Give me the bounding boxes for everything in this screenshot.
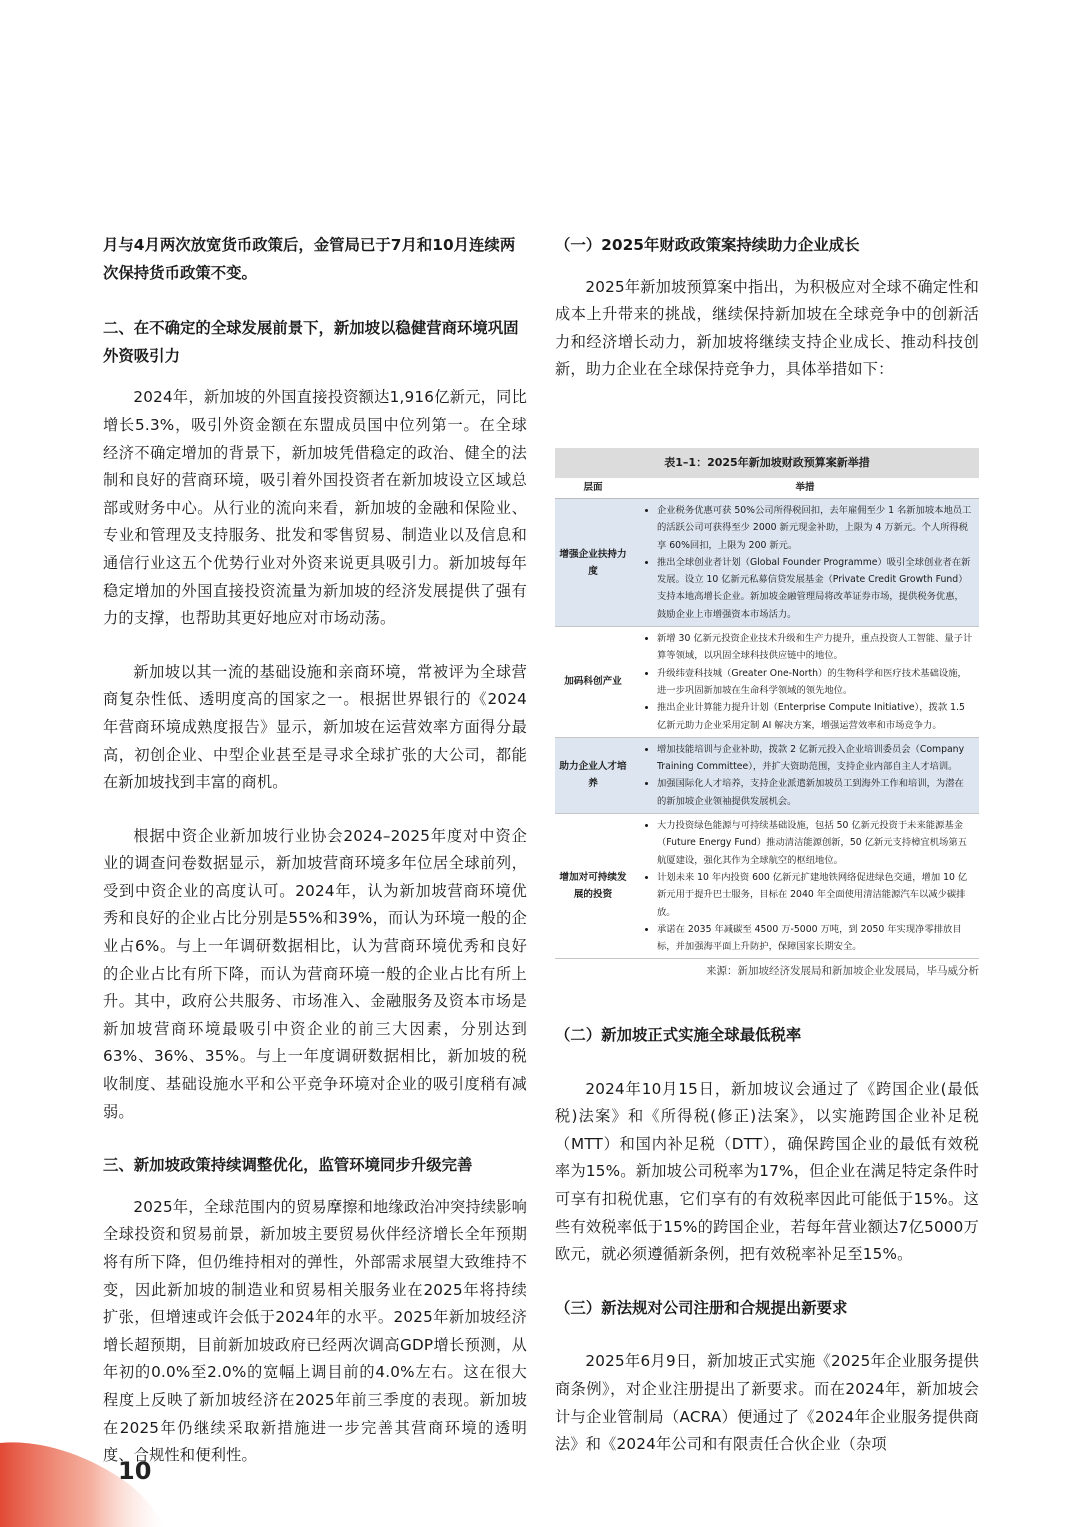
page-number: 10 [118, 1457, 152, 1485]
section-heading-3: 三、新加坡政策持续调整优化，监管环境同步升级完善 [103, 1156, 473, 1175]
measure-item: • 承诺在 2035 年减碳至 4500 万-5000 万吨，到 2050 年实现净零排放目标，并加强海平面上升防护，保障国家长期安全。 [657, 921, 973, 956]
subsection-heading-1: （一）2025年财政政策案持续助力企业成长 [555, 236, 860, 254]
table-source: 来源：新加坡经济发展局和新加坡企业发展局，毕马威分析 [706, 965, 979, 978]
measure-item: • 大力投资绿色能源与可持续基础设施，包括 50 亿新元投资于未来能源基金（Future Energy Fund）推动清洁能源创新，50 亿新元支持樟宜机场第五航厦建设，强化其作为全球航空的枢纽地位。 [657, 817, 973, 869]
table-header [555, 478, 979, 499]
measure-item: • 增加技能培训与企业补助，拨款 2 亿新元投入企业培训委员会（Company Training Committee），并扩大资助范围，支持企业内部自主人才培训。 [657, 741, 973, 776]
subsection-heading-2: （二）新加坡正式实施全球最低税率 [555, 1026, 802, 1044]
subsection-heading-3: （三）新法规对公司注册和合规提出新要求 [555, 1298, 848, 1317]
right-column-top [555, 232, 979, 384]
table-row [555, 627, 979, 738]
row-label: 加码科创产业 [564, 676, 622, 688]
paragraph-outlook: 2025年，全球范围内的贸易摩擦和地缘政治冲突持续影响全球投资和贸易前景，新加坡主要贸易伙伴经济增长全年预期将有所下降，但仍维持相对的弹性，外部需求展望大致维持不变，因此新加坡的制造业和贸易相关服务业在2025年将持续扩张，但增速或许会低于2024年的水平。2025年新加坡经济增长超预期，目前新加坡政府已经两次调高GDP增长预测，从年初的0.0%至2.0%的宽幅上调目前的4.0%左右。这在很大程度上反映了新加坡经济在2025年前三季度的表现。新加坡在2025年仍继续采取新措施进一步完善其营商环境的透明度、合规性和便利性。 [103, 1197, 527, 1465]
paragraph-infrastructure: 新加坡以其一流的基础设施和亲商环境，常被评为全球营商复杂性低、透明度高的国家之一。根据世界银行的《2024年营商环境成熟度报告》显示，新加坡在运营效率方面得分最高，初创企业、中型企业甚至是寻求全球扩张的大公司，都能在新加坡找到丰富的商机。 [103, 662, 527, 792]
column-header-level: 层面 [583, 482, 603, 493]
row-label: 增强企业扶持力度 [559, 548, 627, 577]
table-row [555, 499, 979, 627]
measure-item: • 计划未来 10 年内投资 600 亿新元扩建地铁网络促进绿色交通，增加 10 亿新元用于提升巴士服务，目标在 2040 年全面使用清洁能源汽车以减少碳排放。 [657, 869, 973, 921]
measure-item: • 加强国际化人才培养，支持企业派遣新加坡员工到海外工作和培训，为潜在的新加坡企业领袖提供发展机会。 [657, 775, 973, 810]
measure-item: • 升级纬壹科技城（Greater One-North）的生物科学和医疗技术基础设施，进一步巩固新加坡在生命科学领域的领先地位。 [657, 665, 973, 700]
continued-paragraph: 月与4月两次放宽货币政策后，金管局已于7月和10月连续两次保持货币政策不变。 [103, 236, 516, 282]
right-column-bottom [555, 1022, 979, 1459]
paragraph-budget: 2025年新加坡预算案中指出，为积极应对全球不确定性和成本上升带来的挑战，继续保持新加坡在全球竞争中的创新活力和经济增长动力，新加坡将继续支持企业成长、推动科技创新，助力企业在全球保持竞争力，具体举措如下： [555, 277, 979, 379]
table-row [555, 814, 979, 959]
paragraph-fdi: 2024年，新加坡的外国直接投资额达1,916亿新元，同比增长5.3%，吸引外资金额在东盟成员国中位列第一。在全球经济不确定增加的背景下，新加坡凭借稳定的政治、健全的法制和良好的营商环境，吸引着外国投资者在新加坡设立区域总部或财务中心。从行业的流向来看，新加坡的金融和保险业、专业和管理及支持服务、批发和零售贸易、制造业以及信息和通信行业这五个优势行业对外资来说更具吸引力。新加坡每年稳定增加的外国直接投资流量为新加坡的经济发展提供了强有力的支撑，也帮助其更好地应对市场动荡。 [103, 388, 527, 628]
measure-item: • 企业税务优惠可获 50%公司所得税回扣，去年雇佣至少 1 名新加坡本地员工的活跃公司可获得至少 2000 新元现金补助，上限为 4 万新元。个人所得税享 60%回扣，上限为 200 新元。 [657, 502, 973, 554]
paragraph-survey: 根据中资企业新加坡行业协会2024–2025年度对中资企业的调查问卷数据显示，新加坡营商环境多年位居全球前列，受到中资企业的高度认可。2024年，认为新加坡营商环境优秀和良好的企业占比分别是55%和39%，而认为环境一般的企业占6%。与上一年调研数据相比，认为营商环境优秀和良好的企业占比有所下降，而认为营商环境一般的企业占比有所上升。其中，政府公共服务、市场准入、金融服务及资本市场是新加坡营商环境最吸引中资企业的前三大因素，分别达到63%、36%、35%。与上一年度调研数据相比，新加坡的税收制度、基础设施水平和公平竞争环境对企业的吸引度稍有减弱。 [103, 826, 527, 1121]
measure-item: • 推出全球创业者计划（Global Founder Programme）吸引全球创业者在新发展。设立 10 亿新元私募信贷发展基金（Private Credit Growth Fund）支持本地高增长企业。新加坡金融管理局将改革证券市场，提供税务优惠，鼓励企业上市增强资本市场活力。 [657, 554, 973, 623]
measure-item: • 推出企业计算能力提升计划（Enterprise Compute Initiative），拨款 1.5 亿新元助力企业采用定制 AI 解决方案，增强运营效率和市场竞争力。 [657, 699, 973, 734]
budget-measures-table [555, 448, 979, 978]
section-heading-2: 二、在不确定的全球发展前景下，新加坡以稳健营商环境巩固外资吸引力 [103, 319, 519, 365]
row-label: 助力企业人才培养 [559, 761, 627, 790]
measure-item: • 新增 30 亿新元投资企业技术升级和生产力提升，重点投资人工智能、量子计算等领域，以巩固全球科技供应链中的地位。 [657, 630, 973, 665]
left-column [103, 232, 527, 1470]
table-row [555, 738, 979, 814]
paragraph-registration: 2025年6月9日，新加坡正式实施《2025年企业服务提供商条例》，对企业注册提出了新要求。而在2024年，新加坡会计与企业管制局（ACRA）便通过了《2024年企业服务提供商法》和《2024年公司和有限责任合伙企业（杂项 [555, 1352, 979, 1454]
table-title: 表1–1：2025年新加坡财政预算案新举措 [555, 448, 979, 478]
paragraph-min-tax: 2024年10月15日，新加坡议会通过了《跨国企业(最低税)法案》和《所得税(修正)法案》，以实施跨国企业补足税（MTT）和国内补足税（DTT），确保跨国企业的最低有效税率为15%。新加坡公司税率为17%，但企业在满足特定条件时可享有扣税优惠，它们享有的有效税率因此可能低于15%。这些有效税率低于15%的跨国企业，若每年营业额达7亿5000万欧元，就必须遵循新条例，把有效税率补足至15%。 [555, 1079, 979, 1264]
column-header-measures: 举措 [795, 482, 815, 493]
row-label: 增加对可持续发展的投资 [559, 872, 627, 901]
